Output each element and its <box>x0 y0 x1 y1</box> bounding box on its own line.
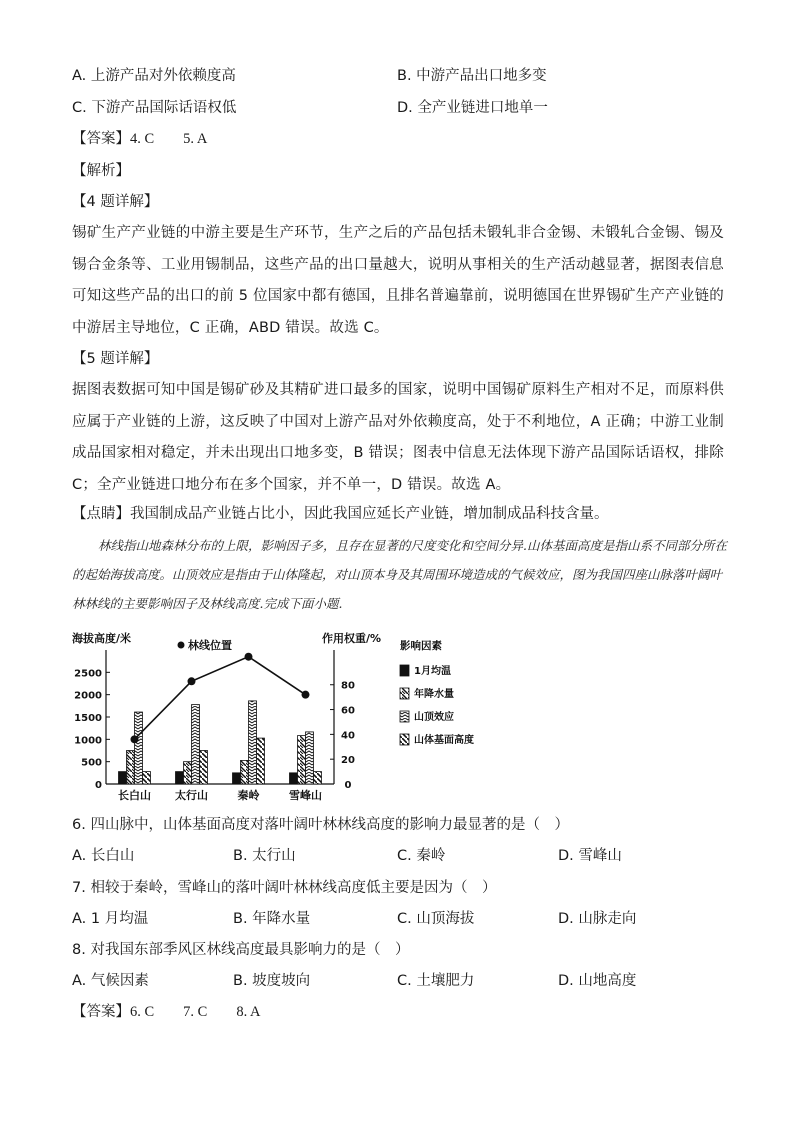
treeline-chart <box>72 628 492 808</box>
q7-option-c: C. 山顶海拔 <box>397 911 475 927</box>
line-legend-marker <box>178 642 185 649</box>
left-tick-label: 500 <box>81 757 102 769</box>
q6-option-a: A. 长白山 <box>72 848 135 864</box>
right-tick-label: 80 <box>341 680 355 692</box>
category-label: 秦岭 <box>237 789 260 802</box>
q4-heading: 【4 题详解】 <box>72 194 159 210</box>
legend-entry: 1月均温 <box>414 666 451 677</box>
line-legend <box>178 638 233 652</box>
bar-summit-effect <box>249 701 257 784</box>
treeline-point <box>131 735 139 743</box>
answer-line-2 <box>72 1002 261 1022</box>
tip-text: 我国制成品产业链占比小，因此我国应延长产业链，增加制成品科技含量。 <box>130 506 609 522</box>
q6-option-d: D. 雪峰山 <box>558 848 622 864</box>
q8-stem: 8. 对我国东部季风区林线高度最具影响力的是（ ） <box>72 942 410 958</box>
bar-precip <box>127 751 135 785</box>
category-label: 雪峰山 <box>289 789 322 802</box>
legend-swatch <box>400 665 409 676</box>
q8-option-a: A. 气候因素 <box>72 973 149 989</box>
treeline-point <box>245 653 253 661</box>
q8-option-c: C. 土壤肥力 <box>397 973 475 989</box>
treeline-point <box>188 677 196 685</box>
left-tick-label: 2000 <box>74 690 102 702</box>
bar-precip <box>184 762 192 784</box>
q6-option-b: B. 太行山 <box>233 848 296 864</box>
q8-option-b: B. 坡度坡向 <box>233 973 311 989</box>
legend-swatch <box>400 711 409 722</box>
legend-swatch <box>400 734 409 745</box>
left-tick-label: 2500 <box>74 668 102 680</box>
answer-label-2: 【答案】 <box>72 1004 130 1020</box>
category-label: 长白山 <box>118 789 151 802</box>
right-axis-label: 作用权重/% <box>322 632 382 645</box>
bar-base-height <box>257 738 265 784</box>
right-tick-label: 0 <box>344 780 352 791</box>
bar-summit-effect <box>135 712 143 784</box>
q6-option-c: C. 秦岭 <box>397 848 446 864</box>
answer-value: 4. C 5. A <box>130 131 208 147</box>
tip-label: 【点睛】 <box>72 506 130 522</box>
bar-summit-effect <box>306 732 314 784</box>
q7-option-b: B. 年降水量 <box>233 911 311 927</box>
answer-line-1 <box>72 129 207 149</box>
legend-entry: 年降水量 <box>414 689 454 700</box>
tip-line <box>72 504 609 524</box>
analysis-label: 【解析】 <box>72 163 130 179</box>
treeline-point <box>302 691 310 699</box>
bar-jan-temp <box>119 772 127 784</box>
bar-summit-effect <box>192 705 200 784</box>
q5-option-d: D. 全产业链进口地单一 <box>397 100 548 116</box>
bar-base-height <box>200 751 208 785</box>
answer-value-2: 6. C 7. C 8. A <box>130 1004 261 1020</box>
q5-option-b: B. 中游产品出口地多变 <box>397 68 547 84</box>
left-tick-label: 0 <box>95 780 102 791</box>
q7-option-d: D. 山脉走向 <box>558 911 637 927</box>
q6-stem: 6. 四山脉中，山体基面高度对落叶阔叶林林线高度的影响力最显著的是（ ） <box>72 817 569 833</box>
q5-heading: 【5 题详解】 <box>72 351 159 367</box>
right-tick-label: 60 <box>341 705 355 717</box>
legend-entry: 山顶效应 <box>414 712 454 723</box>
bar-jan-temp <box>290 773 298 784</box>
q5-explanation: 据图表数据可知中国是锡矿砂及其精矿进口最多的国家，说明中国锡矿原料生产相对不足，而原料供应属于产业链的上游，这反映了中国对上游产品对外依赖度高，处于不利地位，A 正确；中游工业制成品国家相对稳定，并未出现出口地多变，B 错误；图表中信息无法体现下游产品国际话语权，排除 C；全产业链进口地分布在多个国家，并不单一，D 错误。故选 A。 <box>72 382 724 493</box>
legend-swatch <box>400 688 409 699</box>
bar-precip <box>241 760 249 784</box>
right-tick-label: 20 <box>341 755 355 767</box>
treeline-line <box>135 657 306 740</box>
bar-base-height <box>314 772 322 784</box>
chart-body <box>74 650 474 802</box>
category-label: 太行山 <box>175 789 208 802</box>
q7-stem: 7. 相较于秦岭，雪峰山的落叶阔叶林林线高度低主要是因为（ ） <box>72 880 497 896</box>
answer-label: 【答案】 <box>72 131 130 147</box>
right-tick-label: 40 <box>341 730 355 742</box>
q8-option-d: D. 山地高度 <box>558 973 637 989</box>
bar-precip <box>298 736 306 784</box>
q5-option-c: C. 下游产品国际话语权低 <box>72 100 237 116</box>
left-tick-label: 1500 <box>74 713 102 724</box>
bar-base-height <box>143 772 151 784</box>
bar-jan-temp <box>233 773 241 784</box>
q7-option-a: A. 1 月均温 <box>72 911 149 927</box>
bar-jan-temp <box>176 772 184 784</box>
left-tick-label: 1000 <box>74 735 102 747</box>
reading-passage: 林线指山地森林分布的上限，影响因子多，且存在显著的尺度变化和空间分异.山体基面高度是指山系不同部分所在的起始海拔高度。山顶效应是指由于山体隆起，对山顶本身及其周围环境造成的气候效应，图为我国四座山脉落叶阔叶林林线的主要影响因子及林线高度.完成下面小题. <box>72 538 727 611</box>
line-legend-label: 林线位置 <box>188 639 232 652</box>
legend-title: 影响因素 <box>400 640 442 652</box>
left-axis-label: 海拔高度/米 <box>72 632 132 645</box>
legend-entry: 山体基面高度 <box>414 735 474 746</box>
q4-explanation: 锡矿生产产业链的中游主要是生产环节，生产之后的产品包括未锻轧非合金锡、未锻轧合金锡、锡及锡合金条等、工业用锡制品，这些产品的出口量越大，说明从事相关的生产活动越显著，据图表信息可知这些产品的出口的前 5 位国家中都有德国，且排名普遍靠前，说明德国在世界锡矿生产产业链的中游居主导地位，C 正确，ABD 错误。故选 C。 <box>72 225 724 336</box>
q5-option-a: A. 上游产品对外依赖度高 <box>72 68 236 84</box>
